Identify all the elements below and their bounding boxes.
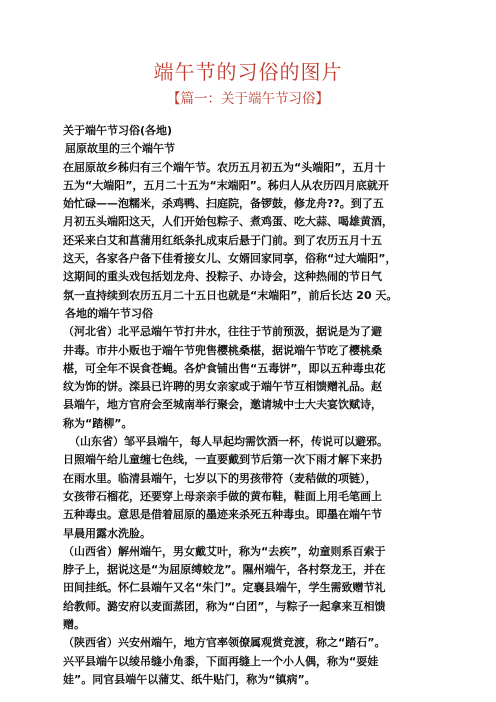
- paragraph-line: 始忙碌——泡糯米，杀鸡鸭、扫庭院，备锣鼓，修龙舟??。到了五: [63, 197, 384, 211]
- paragraph-line: 氛一直持续到农历五月二十五日也就是“末端阳”，前后长达 20 天。: [63, 288, 398, 302]
- paragraph-line: 田间挂纸。怀仁县端午又名“朱门”。定襄县端午，学生需致赠节礼: [63, 581, 386, 595]
- paragraph-line: 县端午，地方官府会至城南举行聚会，邀请城中士大夫宴饮赋诗，: [63, 398, 382, 412]
- paragraph-line: 这天，各家各户备下佳肴接女儿、女婿回家同享，俗称“过大端阳”，: [63, 252, 397, 266]
- paragraph-line: （河北省）北平忌端午节打井水，往往于节前预汲，据说是为了避: [63, 325, 382, 339]
- paragraph-line: 在雨水里。临清县端午，七岁以下的男孩带符（麦秸做的项链），: [63, 471, 377, 485]
- paragraph-line: 五种毒虫。意思是借着屈原的墨迹来杀死五种毒虫。即墨在端午节: [63, 508, 382, 522]
- paragraph-line: 日照端午给儿童缠七色线，一直要戴到节后第一次下雨才解下来扔: [63, 453, 382, 467]
- paragraph-line: 称为“踏柳”。: [63, 416, 133, 430]
- paragraph-line: 在屈原故乡秭归有三个端午节。农历五月初五为“头端阳”，五月十: [63, 160, 386, 174]
- section-subheading: 各地的端午节习俗: [65, 306, 153, 320]
- paragraph-line: 椹，可全年不误食苍蝇。各炉食铺出售“五毒饼”，即以五种毒虫花: [63, 361, 386, 375]
- paragraph-line: 女孩带石榴花，还要穿上母亲亲手做的黄布鞋，鞋面上用毛笔画上: [63, 489, 382, 503]
- section-heading: 关于端午节习俗(各地): [63, 124, 173, 137]
- paragraph-line: 脖子上，据说这是“为屈原缚蛟龙”。隰州端午，各村祭龙王，并在: [63, 563, 386, 577]
- paragraph-line: （陕西省）兴安州端午，地方官率领僚属观赏竞渡，称之“踏石”。: [63, 636, 386, 650]
- paragraph-line: 这期间的重头戏包括划龙舟、投粽子、办诗会，这种热闹的节日气: [63, 270, 382, 284]
- document-title: 端午节的习俗的图片: [153, 60, 343, 84]
- paragraph-line: 井毒。市井小贩也于端午节兜售樱桃桑椹，据说端午节吃了樱桃桑: [63, 343, 382, 357]
- paragraph-line: 赠。: [63, 618, 85, 632]
- document-body: [63, 122, 453, 689]
- paragraph-line: 还采来白艾和菖蒲用红纸条扎成束后悬于门前。到了农历五月十五: [63, 233, 382, 247]
- paragraph-line: 纹为饰的饼。滦县已许聘的男女亲家或于端午节互相馈赠礼品。赵: [63, 380, 382, 394]
- paragraph-line: 五为“大端阳”，五月二十五为“末端阳”。秭归人从农历四月底就开: [63, 178, 389, 192]
- paragraph-line: 早晨用露水洗脸。: [63, 526, 151, 540]
- paragraph-line: 娃”。同官县端午以蒲艾、纸牛贴门，称为“镇病”。: [63, 672, 316, 686]
- paragraph-line: （山西省）解州端午，男女戴艾叶，称为“去疾”，幼童则系百索于: [63, 544, 386, 558]
- paragraph-line: 兴平县端午以绫吊缝小角黍，下面再缝上一个小人偶，称为“耍娃: [63, 654, 379, 668]
- paragraph-line: 月初五头端阳这天，人们开始包粽子、煮鸡蛋、吃大蒜、喝雄黄酒，: [63, 215, 393, 229]
- paragraph-line: （山东省）邹平县端午，每人早起均需饮酒一杯，传说可以避邪。: [69, 435, 388, 449]
- paragraph-line: 给教师。潞安府以麦面蒸团，称为“白团”，与粽子一起拿来互相馈: [63, 599, 386, 613]
- section-subheading: 屈原故里的三个端午节: [65, 142, 175, 156]
- document-subtitle: 【篇一：关于端午节习俗】: [167, 91, 329, 107]
